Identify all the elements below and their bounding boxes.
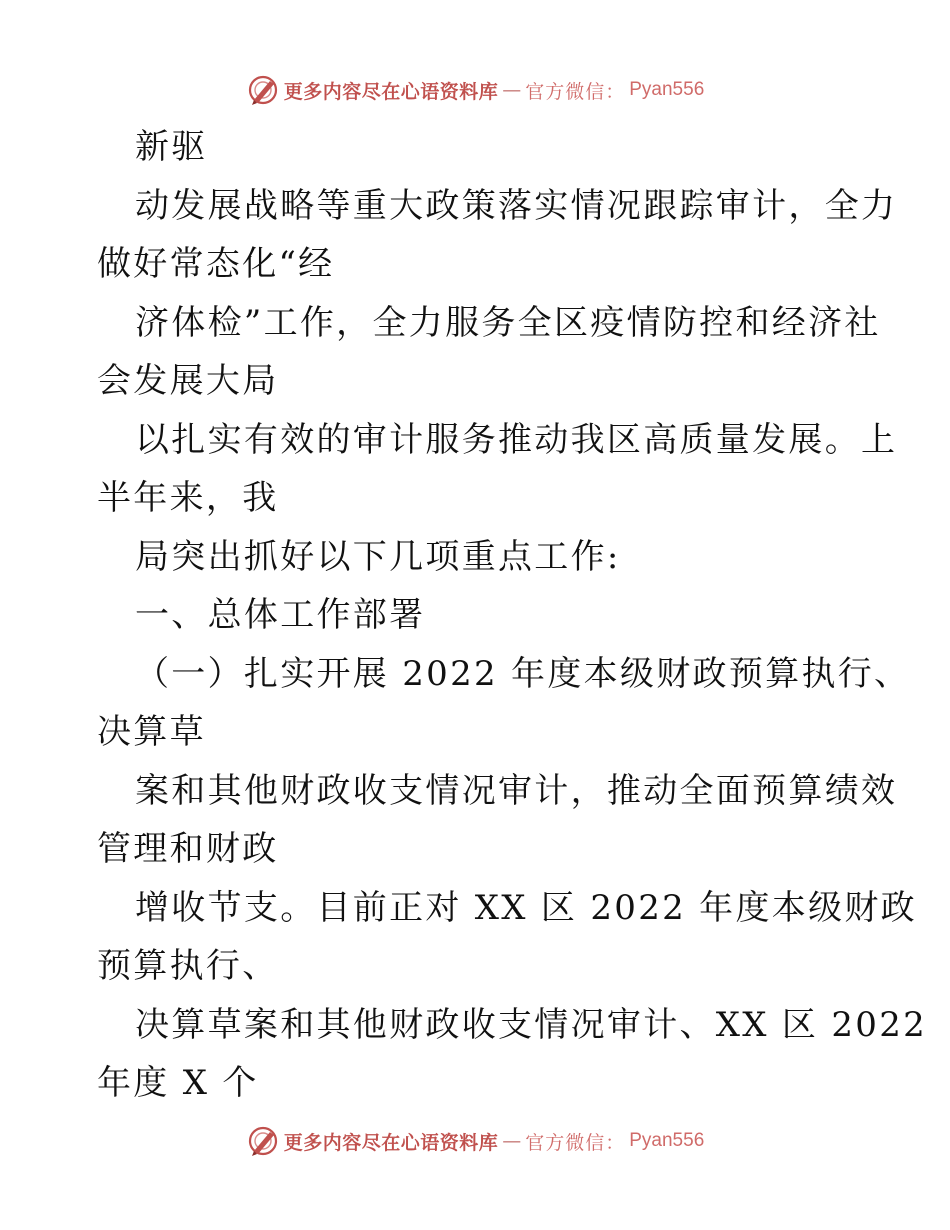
- section-heading: 一、总体工作部署: [135, 595, 426, 635]
- body-line-6: 以扎实有效的审计服务推动我区高质量发展。上: [135, 419, 898, 460]
- footer-watermark: [0, 1121, 950, 1161]
- watermark-wechat-id: Pyan556: [629, 1130, 705, 1151]
- watermark-text: 更多内容尽在心语资料库: [283, 80, 499, 103]
- body-line-16: 决算草案和其他财政收支情况审计、XX 区 2022: [135, 1004, 928, 1045]
- watermark-dash: —: [502, 79, 522, 101]
- subsection-heading: （一）扎实开展 2022 年度本级财政预算执行、: [135, 653, 911, 694]
- pen-logo-icon: [246, 1124, 280, 1158]
- pen-logo-icon: [246, 73, 280, 107]
- body-line-4: 济体检”工作，全力服务全区疫情防控和经济社: [135, 302, 881, 343]
- body-line-7: 半年来，我: [97, 478, 279, 518]
- body-line-12: 案和其他财政收支情况审计，推动全面预算绩效: [135, 770, 898, 811]
- watermark-official-label: 官方微信：: [525, 1131, 626, 1154]
- watermark-text: 更多内容尽在心语资料库: [283, 1131, 499, 1154]
- body-line-2: 动发展战略等重大政策落实情况跟踪审计，全力: [135, 185, 898, 226]
- body-line-5: 会发展大局: [97, 361, 279, 401]
- body-line-13: 管理和财政: [97, 829, 279, 869]
- document-body: [97, 118, 928, 1113]
- header-watermark: [0, 70, 950, 110]
- body-line-8: 局突出抓好以下几项重点工作:: [135, 536, 621, 577]
- watermark-official-label: 官方微信：: [525, 80, 626, 103]
- body-line-15: 预算执行、: [97, 946, 279, 986]
- watermark-wechat-id: Pyan556: [629, 79, 705, 100]
- body-line-17: 年度 X 个: [97, 1063, 259, 1103]
- body-line-3: 做好常态化“经: [97, 244, 335, 284]
- watermark-dash: —: [502, 1130, 522, 1152]
- body-line-1: 新驱: [135, 127, 208, 167]
- body-line-11: 决算草: [97, 712, 206, 752]
- body-line-14: 增收节支。目前正对 XX 区 2022 年度本级财政: [135, 887, 917, 928]
